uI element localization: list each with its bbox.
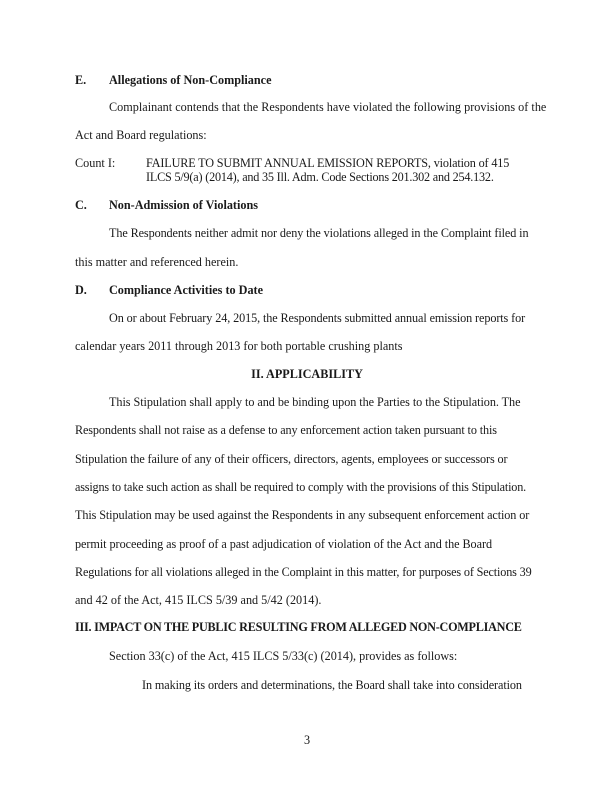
section-c-letter: C. [75, 198, 87, 212]
count-text-line-1: FAILURE TO SUBMIT ANNUAL EMISSION REPORTS, violation of 415 [146, 156, 510, 170]
section-d-letter: D. [75, 283, 87, 297]
section-ii-line-3: Stipulation the failure of any of their officers, directors, agents, employees or successors or [75, 452, 508, 466]
section-iii-quote: In making its orders and determinations, the Board shall take into consideration [142, 678, 522, 692]
page-number: 3 [303, 733, 311, 747]
section-c-line-2: this matter and referenced herein. [75, 255, 239, 269]
section-iii-heading: III. IMPACT ON THE PUBLIC RESULTING FROM ALLEGED NON-COMPLIANCE [75, 620, 522, 634]
section-ii-line-4: assigns to take such action as shall be required to comply with the provisions of this Stipulation. [75, 480, 526, 494]
section-ii-line-1: This Stipulation shall apply to and be binding upon the Parties to the Stipulation. The [109, 395, 521, 409]
section-e-line-1: Complainant contends that the Respondents have violated the following provisions of the [109, 100, 547, 114]
section-ii-line-8: and 42 of the Act, 415 ILCS 5/39 and 5/42 (2014). [75, 593, 322, 607]
section-c-title: Non-Admission of Violations [109, 198, 258, 212]
section-e-line-2: Act and Board regulations: [75, 128, 207, 142]
section-d-line-2: calendar years 2011 through 2013 for both portable crushing plants [75, 339, 403, 353]
section-d-line-1: On or about February 24, 2015, the Respondents submitted annual emission reports for [109, 311, 526, 325]
section-d-title: Compliance Activities to Date [109, 283, 264, 297]
section-ii-line-6: permit proceeding as proof of a past adjudication of violation of the Act and the Board [75, 537, 493, 551]
section-e-title: Allegations of Non-Compliance [109, 73, 272, 87]
count-text-line-2: ILCS 5/9(a) (2014), and 35 Ill. Adm. Code Sections 201.302 and 254.132. [146, 170, 494, 184]
section-ii-heading: II. APPLICABILITY [251, 367, 363, 381]
section-e-letter: E. [75, 73, 87, 87]
count-label: Count I: [75, 156, 116, 170]
section-ii-line-2: Respondents shall not raise as a defense to any enforcement action taken pursuant to this [75, 423, 497, 437]
section-c-line-1: The Respondents neither admit nor deny the violations alleged in the Complaint filed in [109, 226, 529, 240]
section-ii-line-5: This Stipulation may be used against the Respondents in any subsequent enforcement action or [75, 508, 530, 522]
section-ii-line-7: Regulations for all violations alleged in the Complaint in this matter, for purposes of Sections 39 [75, 565, 532, 579]
section-iii-line-1: Section 33(c) of the Act, 415 ILCS 5/33(c) (2014), provides as follows: [109, 649, 458, 663]
